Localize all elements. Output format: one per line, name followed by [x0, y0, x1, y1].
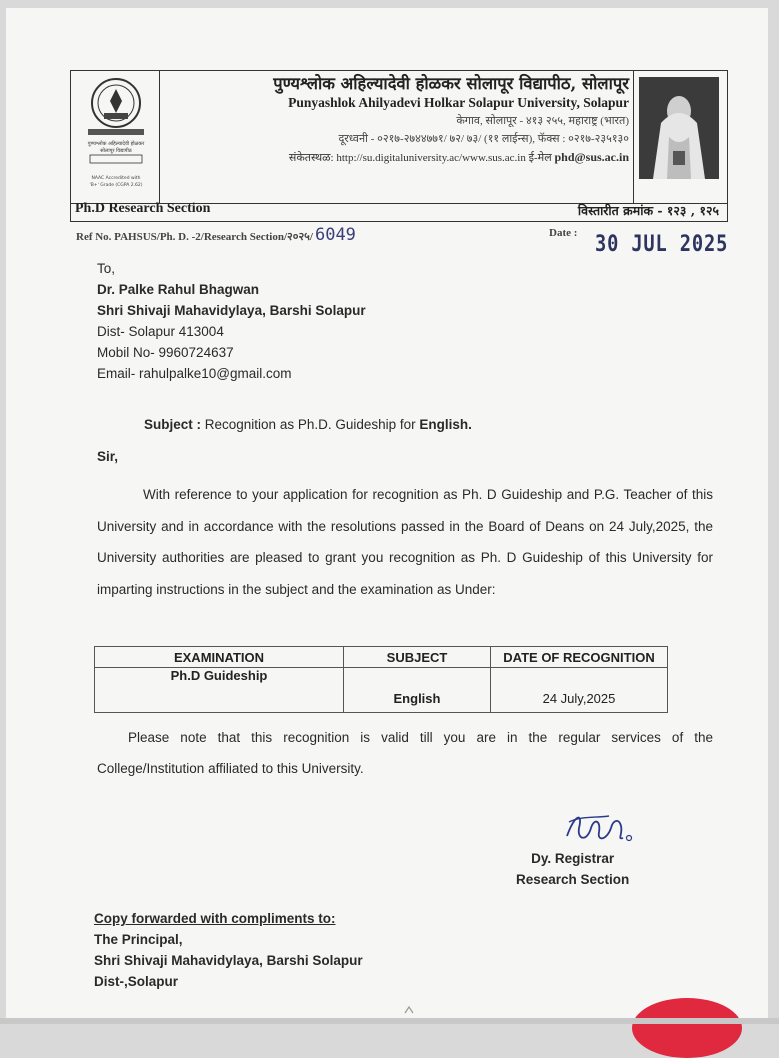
letter-sheet — [6, 8, 768, 1020]
website-link[interactable]: http://su.digitaluniversity.ac/www.sus.ac.in — [336, 152, 526, 164]
paragraph-2: Please note that this recognition is valid till you are in the regular services of the College/Institution affiliated to this University. — [97, 730, 713, 776]
table-header-row — [95, 647, 668, 668]
subject-line — [144, 417, 472, 432]
recipient-email: Email- rahulpalke10@gmail.com — [97, 366, 292, 381]
subject-text: Recognition as Ph.D. Guideship for — [201, 417, 420, 432]
signatory-title: Dy. Registrar — [531, 851, 615, 866]
date-stamp: 30 JUL 2025 — [595, 232, 729, 257]
section-name: Ph.D Research Section — [75, 201, 211, 216]
copy-line: Dist-,Solapur — [94, 974, 179, 989]
university-name-marathi: पुण्यश्लोक अहिल्यादेवी होळकर सोलापूर विद्यापीठ, सोलापूर — [273, 74, 629, 93]
paragraph-1: With reference to your application for recognition as Ph. D Guideship and P.G. Teacher of this University and in accordance with the resolutions passed in the Board of Deans on 24 July,2025, the University authorities are pleased to grant you recognition as Ph. D Guideship of this University for imparting instructions in the subject and the examination as Under: — [97, 487, 713, 597]
column-header: EXAMINATION — [95, 647, 344, 668]
body-paragraph — [97, 479, 713, 605]
header-divider — [633, 71, 634, 203]
recognition-table — [94, 646, 668, 713]
website-label: संकेतस्थळ: — [288, 152, 334, 164]
overlay-button[interactable] — [632, 998, 742, 1058]
column-header: SUBJECT — [344, 647, 491, 668]
university-logo — [76, 75, 156, 199]
table-cell: Ph.D Guideship — [95, 668, 344, 713]
date-label: Date : — [549, 227, 578, 239]
table-cell: 24 July,2025 — [491, 668, 668, 713]
ahilyadevi-portrait — [639, 77, 719, 179]
university-info — [163, 73, 629, 167]
handwritten-outward-number: 6049 — [314, 225, 356, 245]
recipient-address — [97, 258, 366, 384]
naac-line-1: NAAC Accredited with — [91, 176, 141, 181]
copy-heading: Copy forwarded with compliments to: — [94, 911, 336, 926]
letterhead — [70, 70, 728, 204]
naac-line-2: 'B+' Grade (CGPA 2.62) — [89, 183, 143, 188]
university-web-email — [163, 148, 629, 167]
university-phone: दूरध्वनी - ०२१७-२७४४७७१/ ७२/ ७३/ (११ लाईन्स), फॅक्स : ०२१७-२३५१३० — [338, 133, 629, 145]
university-address: केगाव, सोलापूर - ४१३ २५५, महाराष्ट्र (भारत) — [456, 115, 629, 127]
table-row — [95, 668, 668, 713]
recipient-college: Shri Shivaji Mahavidylaya, Barshi Solapur — [97, 303, 366, 318]
logo-text-2: सोलापूर विद्यापीठ — [100, 148, 132, 154]
university-name-english: Punyashlok Ahilyadevi Holkar Solapur University, Solapur — [288, 95, 629, 110]
bottom-strip — [0, 1018, 779, 1024]
logo-text-1: पुण्यश्लोक अहिल्यादेवी होळकर — [87, 141, 145, 147]
copy-line: The Principal, — [94, 932, 183, 947]
signatory-dept: Research Section — [516, 872, 630, 887]
reference-number: Ref No. PAHSUS/Ph. D. -2/Research Section/२०२५/ — [76, 231, 313, 243]
page-mark — [404, 1000, 414, 1010]
header-divider — [159, 71, 160, 203]
salutation: Sir, — [97, 449, 119, 464]
copy-line: Shri Shivaji Mahavidylaya, Barshi Solapur — [94, 953, 363, 968]
table-cell: English — [344, 668, 491, 713]
email-label: ई-मेल — [528, 152, 552, 164]
recipient-district: Dist- Solapur 413004 — [97, 324, 224, 339]
subject-name: English. — [419, 417, 472, 432]
recipient-mobile: Mobil No- 9960724637 — [97, 345, 234, 360]
recipient-name: Dr. Palke Rahul Bhagwan — [97, 282, 260, 297]
subject-label: Subject : — [144, 417, 202, 432]
to-line: To, — [97, 261, 116, 276]
email-link[interactable]: phd@sus.ac.in — [554, 150, 629, 164]
reference-line — [76, 225, 356, 245]
section-bar — [70, 202, 728, 222]
copy-forwarded — [94, 908, 363, 992]
extension-number: विस्तारीत क्रमांक - १२३ , १२५ — [577, 203, 719, 218]
signatory-block — [516, 848, 629, 890]
column-header: DATE OF RECOGNITION — [491, 647, 668, 668]
validity-note — [97, 722, 713, 784]
